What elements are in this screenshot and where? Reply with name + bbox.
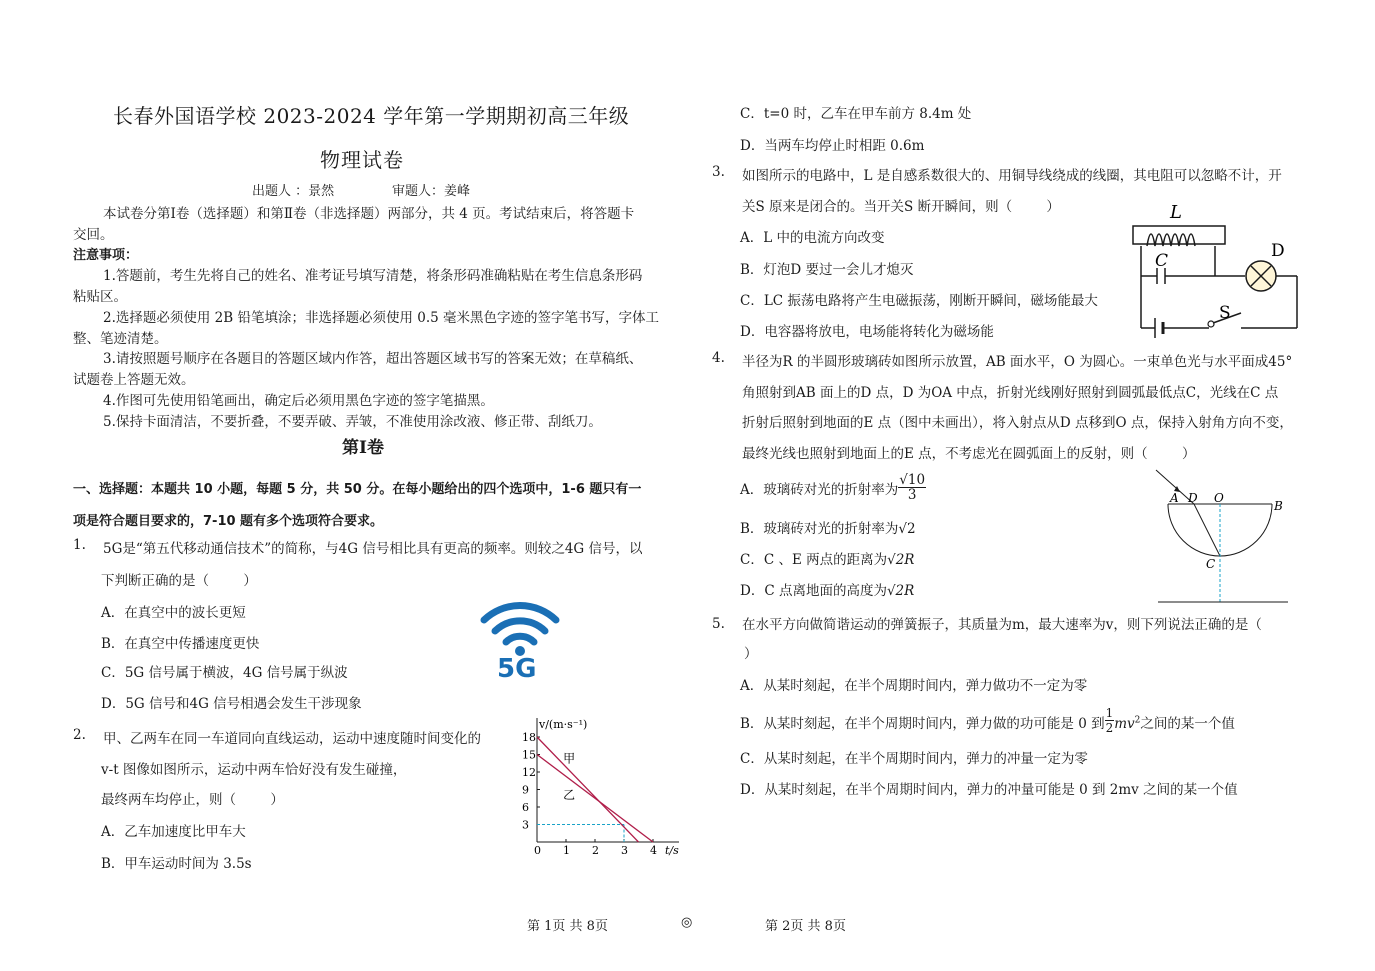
note-3a: 3.请按照题号顺序在各题目的答题区域内作答，超出答题区域书写的答案无效；在草稿纸、: [103, 351, 643, 367]
q2-option-c: C．t=0 时，乙车在甲车前方 8.4m 处: [740, 106, 972, 122]
switch-label: S: [1219, 303, 1231, 323]
exam-title: 长春外国语学校 2023-2024 学年第一学期期初高三年级: [113, 104, 630, 128]
switch-pivot: [1208, 321, 1214, 327]
y-axis-label: v/(m·s⁻¹): [539, 718, 588, 731]
inductor-label: L: [1170, 202, 1182, 223]
q4-option-a-numerator: √10: [899, 472, 926, 488]
note-3b: 试题卷上答题无效。: [73, 372, 195, 388]
q4-stem-4: 最终光线也照射到地面上的E 点，不考虑光在圆弧面上的反射，则（ ）: [742, 446, 1196, 462]
q1-stem-2: 下判断正确的是（ ）: [101, 573, 257, 589]
authors: 出题人 ：景然 审题人：姜峰: [252, 184, 470, 199]
note-5: 5.保持卡面清洁，不要折叠，不要弄破、弄皱，不准使用涂改液、修正带、刮纸刀。: [103, 414, 602, 430]
footer-center-mark: ◎: [681, 915, 693, 930]
y-tick-label-5: 18: [522, 731, 536, 744]
q5-option-d: D．从某时刻起，在半个周期时间内，弹力的冲量可能是 0 到 2mv 之间的某一个值: [740, 782, 1238, 798]
point-a-label: A: [1170, 491, 1179, 505]
lamp-label: D: [1271, 241, 1285, 261]
note-1b: 粘贴区。: [73, 289, 127, 305]
q3-option-b: B．灯泡D 要过一会儿才熄灭: [740, 262, 914, 278]
section-desc-2: 项是符合题目要求的，7-10 题有多个选项符合要求。: [73, 514, 384, 529]
q5-option-a: A．从某时刻起，在半个周期时间内，弹力做功不一定为零: [740, 678, 1088, 694]
q3-number: 3.: [712, 164, 725, 180]
q3-option-a: A．L 中的电流方向改变: [740, 230, 885, 246]
series-label-1: 乙: [563, 787, 576, 802]
q4-option-a-text: A．玻璃砖对光的折射率为: [740, 482, 899, 498]
refracted-ray: [1194, 504, 1220, 556]
x-tick-label-4: 4: [650, 844, 657, 857]
5g-logo: [478, 594, 562, 686]
q2-stem-3: 最终两车均停止，则（ ）: [101, 792, 284, 808]
q4-stem-2: 角照射到AB 面上的D 点，D 为OA 中点，折射光线刚好照射到圆弧最低点C，光线在C 点: [742, 385, 1279, 401]
x-axis-label: t/s: [665, 844, 679, 857]
vt-chart-svg: [515, 712, 685, 862]
series-line-1: [537, 755, 653, 843]
q5-stem-2: ）: [744, 646, 758, 662]
inductor-coil: [1147, 234, 1195, 246]
q4-option-d: [740, 579, 914, 599]
inductor-core: [1133, 226, 1225, 244]
q5-number: 5.: [712, 616, 725, 632]
vt-chart: [515, 712, 685, 862]
point-d-label: D: [1188, 491, 1198, 505]
q1-stem-1: 5G是“第五代移动通信技术”的简称，与4G 信号相比具有更高的频率。则较之4G 信号，以: [103, 541, 643, 557]
note-2a: 2.选择题必须使用 2B 铅笔填涂；非选择题必须使用 0.5 毫米黑色字迹的签字笔书写，字体工: [103, 310, 660, 326]
series-line-0: [537, 737, 639, 842]
note-2b: 整、笔迹清楚。: [73, 331, 168, 347]
point-c-label: C: [1206, 557, 1216, 571]
5g-logo-text: 5G: [497, 654, 537, 684]
y-tick-label-0: 3: [522, 818, 529, 832]
q4-stem-1: 半径为R 的半圆形玻璃砖如图所示放置，AB 面水平，O 为圆心。一束单色光与水平面成45°: [742, 354, 1293, 370]
capacitor-label: C: [1155, 251, 1169, 271]
footer-page-right: 第 2页 共 8页: [765, 919, 846, 934]
x-tick-label-3: 3: [621, 844, 628, 857]
q2-number: 2.: [73, 727, 86, 743]
q4-option-c-text: C．C 、E 两点的距离为: [740, 552, 888, 568]
q1-option-d: D．5G 信号和4G 信号相遇会发生干涉现象: [101, 696, 362, 712]
note-1a: 1.答题前，考生先将自己的姓名、准考证号填写清楚，将条形码准确粘贴在考生信息条形码: [103, 268, 643, 284]
q2-stem-1: 甲、乙两车在同一车道同向直线运动，运动中速度随时间变化的: [103, 731, 481, 747]
q5-option-b-exponent: 2: [1134, 715, 1141, 726]
exam-subtitle: 物理试卷: [320, 148, 404, 172]
q4-option-b-value: √2: [898, 521, 916, 537]
y-tick-label-2: 9: [522, 783, 529, 797]
q4-stem-3: 折射后照射到地面的E 点（图中未画出），将入射点从D 点移到O 点，保持入射角方向不变，: [742, 415, 1293, 431]
q1-option-b: B．在真空中传播速度更快: [101, 636, 260, 652]
q3-stem-1: 如图所示的电路中，L 是自感系数很大的、用铜导线绕成的线圈，其电阻可以忽略不计，开: [742, 168, 1282, 184]
q4-option-b-text: B．玻璃砖对光的折射率为: [740, 521, 899, 537]
x-tick-label-2: 2: [592, 844, 599, 857]
semicircle-diagram: [1150, 468, 1295, 608]
intro-line-2: 交回。: [73, 227, 114, 243]
notes-title: 注意事项：: [73, 248, 139, 263]
q2-option-b: B．甲车运动时间为 3.5s: [101, 856, 252, 872]
y-tick-label-3: 12: [522, 766, 536, 779]
q4-option-d-text: D．C 点离地面的高度为: [740, 583, 887, 599]
q3-option-d: D．电容器将放电，电场能将转化为磁场能: [740, 324, 994, 340]
q4-option-c: [740, 548, 914, 568]
x-tick-label-0: 0: [534, 844, 541, 857]
q1-option-a: A．在真空中的波长更短: [101, 605, 246, 621]
q2-stem-2: v-t 图像如图所示，运动中两车恰好没有发生碰撞，: [101, 762, 407, 778]
q5-option-b-denominator: 2: [1105, 721, 1114, 735]
q2-option-a: A．乙车加速度比甲车大: [101, 824, 246, 840]
q5-option-b: [740, 706, 1235, 735]
y-tick-label-4: 15: [522, 748, 536, 762]
q4-number: 4.: [712, 350, 725, 366]
y-tick-label-1: 6: [522, 801, 529, 814]
q4-option-a: [740, 472, 926, 503]
q3-option-c: C．LC 振荡电路将产生电磁振荡，刚断开瞬间，磁场能最大: [740, 293, 1098, 309]
q5-option-c: C．从某时刻起，在半个周期时间内，弹力的冲量一定为零: [740, 751, 1088, 767]
point-o-label: O: [1214, 491, 1224, 505]
series-label-0: 甲: [563, 751, 576, 766]
q4-option-b: [740, 517, 916, 537]
section-title: 第Ⅰ卷: [342, 438, 384, 458]
footer-page-left: 第 1页 共 8页: [527, 919, 608, 934]
q4-option-d-value: √2R: [886, 583, 915, 599]
q5-option-b-tail: 之间的某一个值: [1140, 716, 1235, 732]
q5-stem-1: 在水平方向做简谐运动的弹簧振子，其质量为m，最大速率为v，则下列说法正确的是（: [742, 617, 1262, 633]
q1-number: 1.: [73, 537, 86, 553]
q3-stem-2: 关S 原来是闭合的。当开关S 断开瞬间，则（ ）: [742, 199, 1060, 215]
x-tick-label-1: 1: [563, 844, 570, 857]
q5-option-b-numerator: 1: [1105, 706, 1114, 720]
note-4: 4.作图可先使用铅笔画出，确定后必须用黑色字迹的签字笔描黑。: [103, 393, 494, 409]
section-desc-1: 一、选择题：本题共 10 小题，每题 5 分，共 50 分。在每小题给出的四个选项中，1-6 题只有一: [73, 482, 642, 497]
point-b-label: B: [1274, 499, 1283, 513]
q5-option-b-mv: mv: [1114, 716, 1135, 732]
circuit-diagram: [1125, 200, 1305, 340]
q2-option-d: D．当两车均停止时相距 0.6m: [740, 138, 925, 154]
q5-option-b-text: B．从某时刻起，在半个周期时间内，弹力做的功可能是 0 到: [740, 716, 1105, 732]
q4-option-c-value: √2R: [887, 552, 915, 568]
intro-line-1: 本试卷分第Ⅰ卷（选择题）和第Ⅱ卷（非选择题）两部分，共 4 页。考试结束后，将答题卡: [103, 206, 635, 222]
q4-option-a-denominator: 3: [907, 487, 917, 503]
q1-option-c: C．5G 信号属于横波，4G 信号属于纵波: [101, 665, 348, 681]
